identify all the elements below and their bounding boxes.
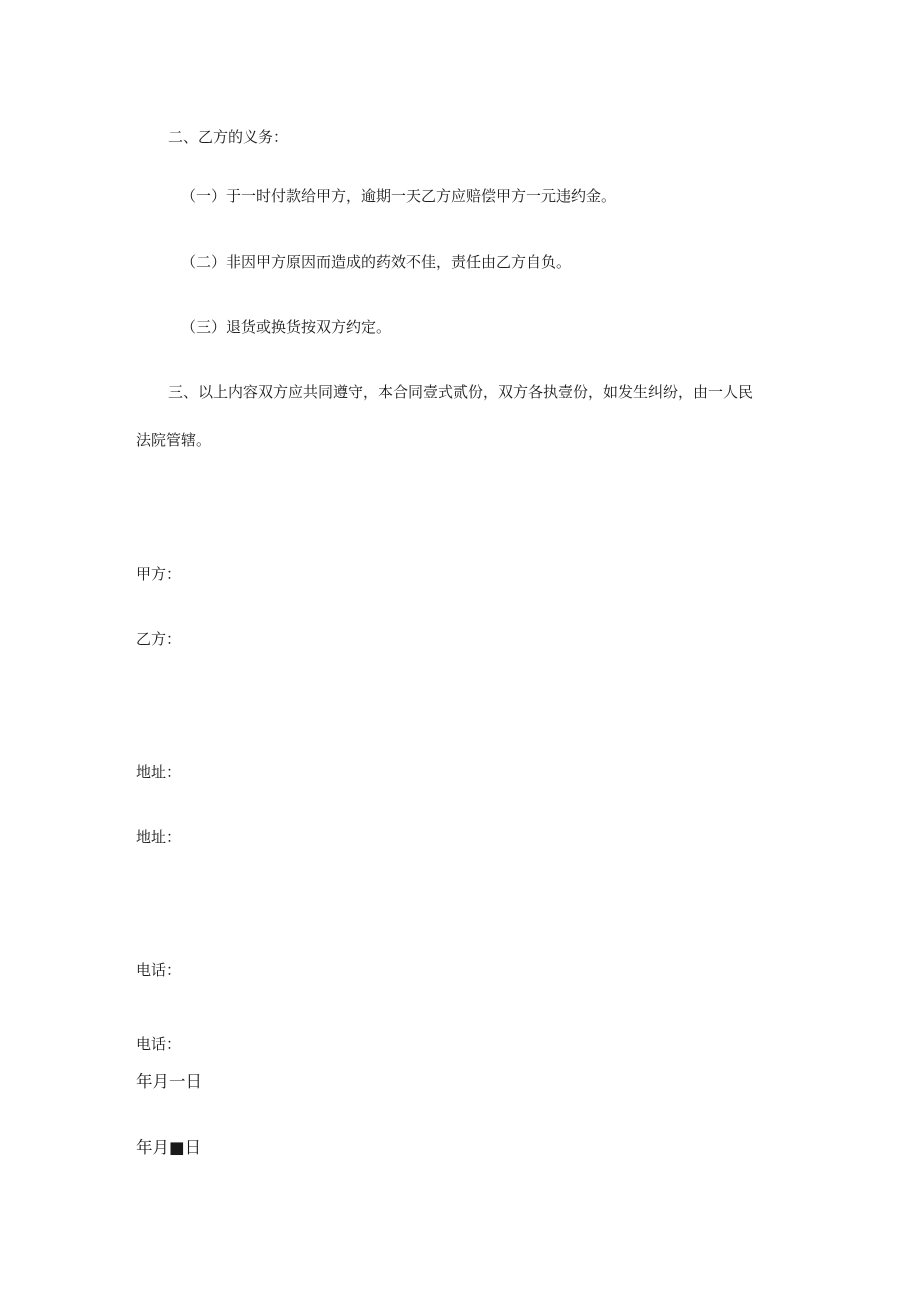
address-b-label: 地址： [136,828,182,846]
party-b-label: 乙方： [136,630,182,648]
section-2-heading: 二、乙方的义务： [168,128,289,146]
obligation-item-1: （一）于一时付款给甲方，逾期一天乙方应赔偿甲方一元违约金。 [181,187,617,205]
section-3-line-1: 三、以上内容双方应共同遵守，本合同壹式贰份，双方各执壹份，如发生纠纷，由一人民 [168,383,754,401]
obligation-item-3: （三）退货或换货按双方约定。 [181,318,392,336]
date-b-label: 年月■日 [136,1138,202,1157]
phone-b-label: 电话： [136,1035,182,1053]
address-a-label: 地址： [136,763,182,781]
phone-a-label: 电话： [136,961,182,979]
section-3-line-2: 法院管辖。 [136,431,212,449]
obligation-item-2: （二）非因甲方原因而造成的药效不佳，责任由乙方自负。 [181,253,572,271]
party-a-label: 甲方： [136,565,182,583]
date-a-label: 年月一日 [136,1072,202,1091]
